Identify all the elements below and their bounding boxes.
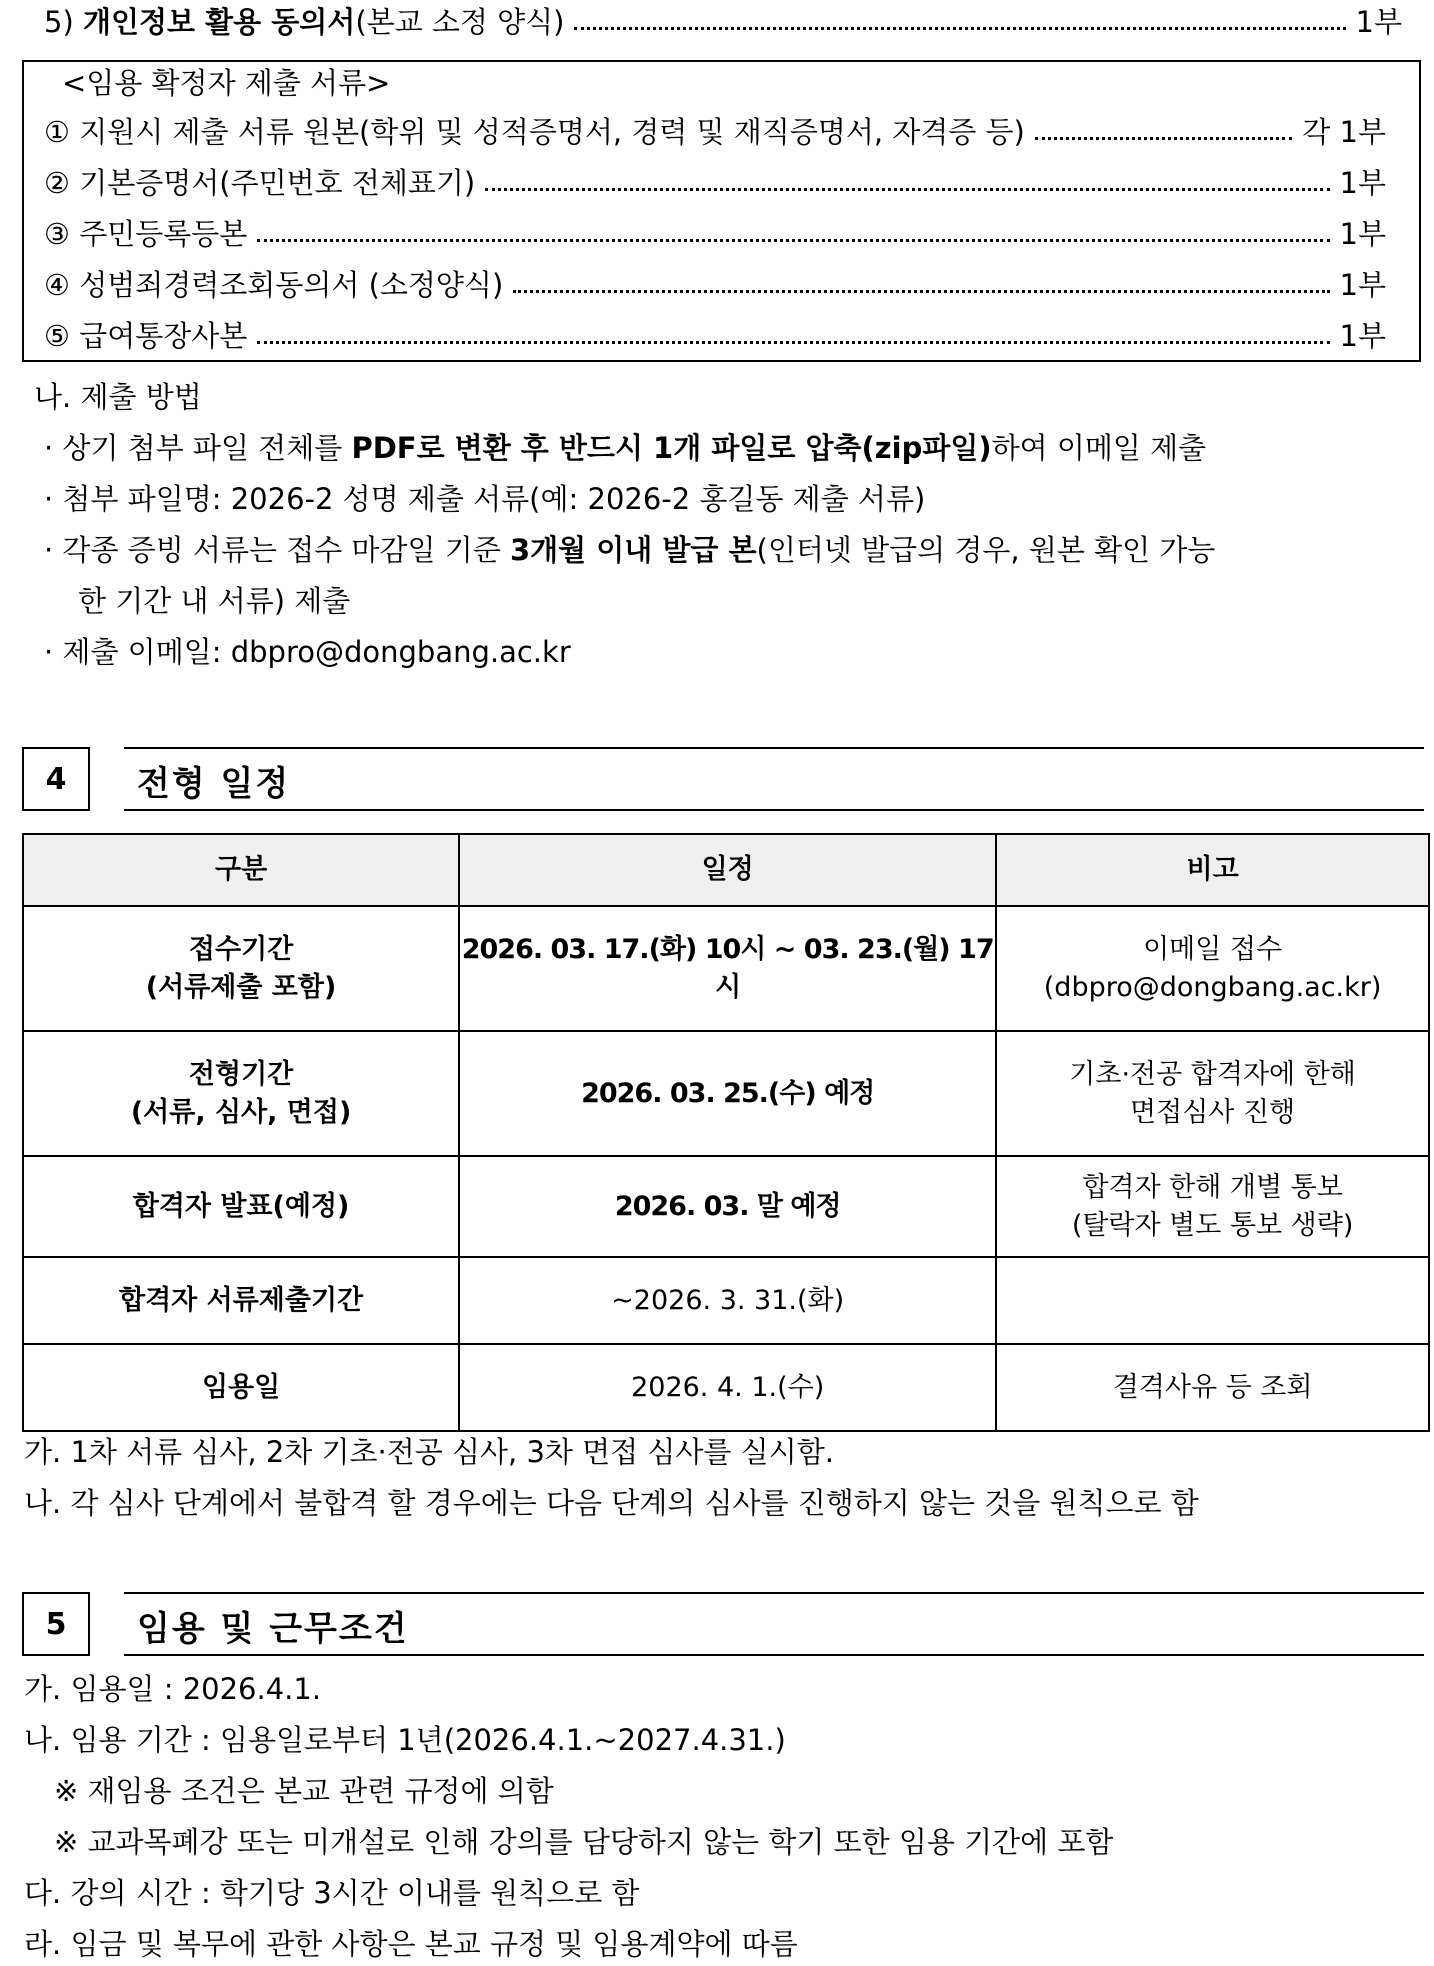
submission-line-3-continued: 한 기간 내 서류) 제출 — [78, 584, 351, 618]
table-row — [23, 1344, 1429, 1431]
doc-item-label — [44, 2, 564, 42]
doc-item-rest: (본교 소정 양식) — [355, 5, 565, 39]
dot-leader — [485, 188, 1329, 191]
section-4-title: 전형 일정 — [137, 764, 291, 804]
dot-leader — [257, 341, 1329, 344]
row-category: 임용일 — [23, 1344, 459, 1431]
section-5-line-4: ※ 교과목폐강 또는 미개설로 인해 강의를 담당하지 않는 학기 또한 임용 기간에 포함 — [54, 1825, 1114, 1859]
note-line-1: 합격자 한해 개별 통보 — [1082, 1171, 1343, 1203]
dot-leader — [513, 290, 1329, 293]
submission-line-1-bold: PDF로 변환 후 반드시 1개 파일로 압축(zip파일) — [351, 431, 992, 465]
note-line-2: 면접심사 진행 — [1130, 1096, 1296, 1128]
table-row — [23, 906, 1429, 1031]
table-row — [23, 1156, 1429, 1257]
row-note — [996, 1156, 1429, 1257]
category-line-2: (서류제출 포함) — [145, 971, 337, 1003]
section-5-top-rule — [124, 1592, 1424, 1594]
appointee-doc-item-5 — [44, 316, 1386, 356]
section-4-note-1: 가. 1차 서류 심사, 2차 기초·전공 심사, 3차 면접 심사를 실시함. — [24, 1435, 834, 1469]
row-category — [23, 906, 459, 1031]
doc-item-bold: 개인정보 활용 동의서 — [82, 5, 356, 39]
appointee-doc-count: 각 1부 — [1302, 115, 1386, 149]
appointee-doc-label: ① 지원시 제출 서류 원본(학위 및 성적증명서, 경력 및 재직증명서, 자격증 등) — [44, 115, 1025, 149]
dot-leader — [257, 239, 1329, 242]
row-schedule: 2026. 03. 17.(화) 10시 ~ 03. 23.(월) 17시 — [459, 906, 996, 1031]
doc-item-count: 1부 — [1355, 5, 1402, 39]
row-schedule: 2026. 03. 25.(수) 예정 — [459, 1031, 996, 1156]
required-doc-item-5 — [44, 2, 1402, 42]
header-note: 비고 — [996, 834, 1429, 906]
dot-leader — [1035, 137, 1292, 140]
appointee-doc-label: ④ 성범죄경력조회동의서 (소정양식) — [44, 268, 504, 302]
submission-line-1-a: · 상기 첨부 파일 전체를 — [44, 431, 352, 465]
submission-line-3-bold: 3개월 이내 발급 본 — [509, 533, 757, 567]
header-category: 구분 — [23, 834, 459, 906]
category-line-1: 접수기간 — [188, 933, 294, 965]
row-note — [996, 1031, 1429, 1156]
row-schedule: ~2026. 3. 31.(화) — [459, 1257, 996, 1344]
section-5-line-6: 라. 임금 및 복무에 관한 사항은 본교 규정 및 임용계약에 따름 — [24, 1927, 798, 1961]
appointee-doc-item-1 — [44, 112, 1386, 152]
appointee-doc-count: 1부 — [1339, 319, 1386, 353]
row-note — [996, 906, 1429, 1031]
note-line-2: (dbpro@dongbang.ac.kr) — [1043, 971, 1382, 1003]
table-row — [23, 1257, 1429, 1344]
header-schedule: 일정 — [459, 834, 996, 906]
schedule-table — [22, 833, 1430, 1432]
category-line-2: (서류, 심사, 면접) — [130, 1096, 352, 1128]
section-5-title: 임용 및 근무조건 — [137, 1609, 409, 1649]
appointee-doc-item-2 — [44, 163, 1386, 203]
appointee-doc-count: 1부 — [1339, 268, 1386, 302]
submission-line-3-a: · 각종 증빙 서류는 접수 마감일 기준 — [44, 533, 510, 567]
section-5-number: 5 — [22, 1592, 90, 1656]
appointee-doc-label: ③ 주민등록등본 — [44, 217, 248, 251]
table-row — [23, 1031, 1429, 1156]
submission-email-line: · 제출 이메일: dbpro@dongbang.ac.kr — [44, 635, 571, 669]
dot-leader — [574, 27, 1345, 30]
appointee-doc-count: 1부 — [1339, 217, 1386, 251]
row-schedule: 2026. 4. 1.(수) — [459, 1344, 996, 1431]
section-5-line-5: 다. 강의 시간 : 학기당 3시간 이내를 원칙으로 함 — [24, 1876, 640, 1910]
note-line-1: 이메일 접수 — [1143, 933, 1283, 965]
section-5-line-3: ※ 재임용 조건은 본교 관련 규정에 의함 — [54, 1774, 554, 1808]
note-line-1: 기초·전공 합격자에 한해 — [1069, 1058, 1356, 1090]
row-note — [996, 1257, 1429, 1344]
section-4-number: 4 — [22, 747, 90, 811]
submission-line-3-b: (인터넷 발급의 경우, 원본 확인 가능 — [756, 533, 1216, 567]
appointee-doc-label: ② 기본증명서(주민번호 전체표기) — [44, 166, 476, 200]
row-category: 합격자 발표(예정) — [23, 1156, 459, 1257]
section-5-line-1: 가. 임용일 : 2026.4.1. — [24, 1672, 322, 1706]
appointee-doc-item-4 — [44, 265, 1386, 305]
row-note: 결격사유 등 조회 — [996, 1344, 1429, 1431]
category-line-1: 전형기간 — [188, 1058, 294, 1090]
section-5-bottom-rule — [124, 1654, 1424, 1656]
appointee-doc-count: 1부 — [1339, 166, 1386, 200]
appointee-doc-item-3 — [44, 214, 1386, 254]
submission-line-3 — [44, 530, 1215, 570]
submission-line-1-b: 하여 이메일 제출 — [991, 431, 1207, 465]
section-5-line-2: 나. 임용 기간 : 임용일로부터 1년(2026.4.1.~2027.4.31.) — [24, 1723, 786, 1757]
table-header-row — [23, 834, 1429, 906]
appointee-box-title: <임용 확정자 제출 서류> — [62, 66, 391, 100]
appointee-doc-label: ⑤ 급여통장사본 — [44, 319, 248, 353]
row-schedule: 2026. 03. 말 예정 — [459, 1156, 996, 1257]
section-4-bottom-rule — [124, 809, 1424, 811]
doc-item-prefix: 5) — [44, 5, 83, 39]
submission-line-1 — [44, 428, 1206, 468]
section-4-note-2: 나. 각 심사 단계에서 불합격 할 경우에는 다음 단계의 심사를 진행하지 않는 것을 원칙으로 함 — [24, 1486, 1199, 1520]
section-4-top-rule — [124, 747, 1424, 749]
note-line-2: (탈락자 별도 통보 생략) — [1071, 1209, 1354, 1241]
submission-heading: 나. 제출 방법 — [34, 380, 202, 414]
row-category — [23, 1031, 459, 1156]
submission-line-2: · 첨부 파일명: 2026-2 성명 제출 서류(예: 2026-2 홍길동 제출 서류) — [44, 482, 926, 516]
row-category: 합격자 서류제출기간 — [23, 1257, 459, 1344]
